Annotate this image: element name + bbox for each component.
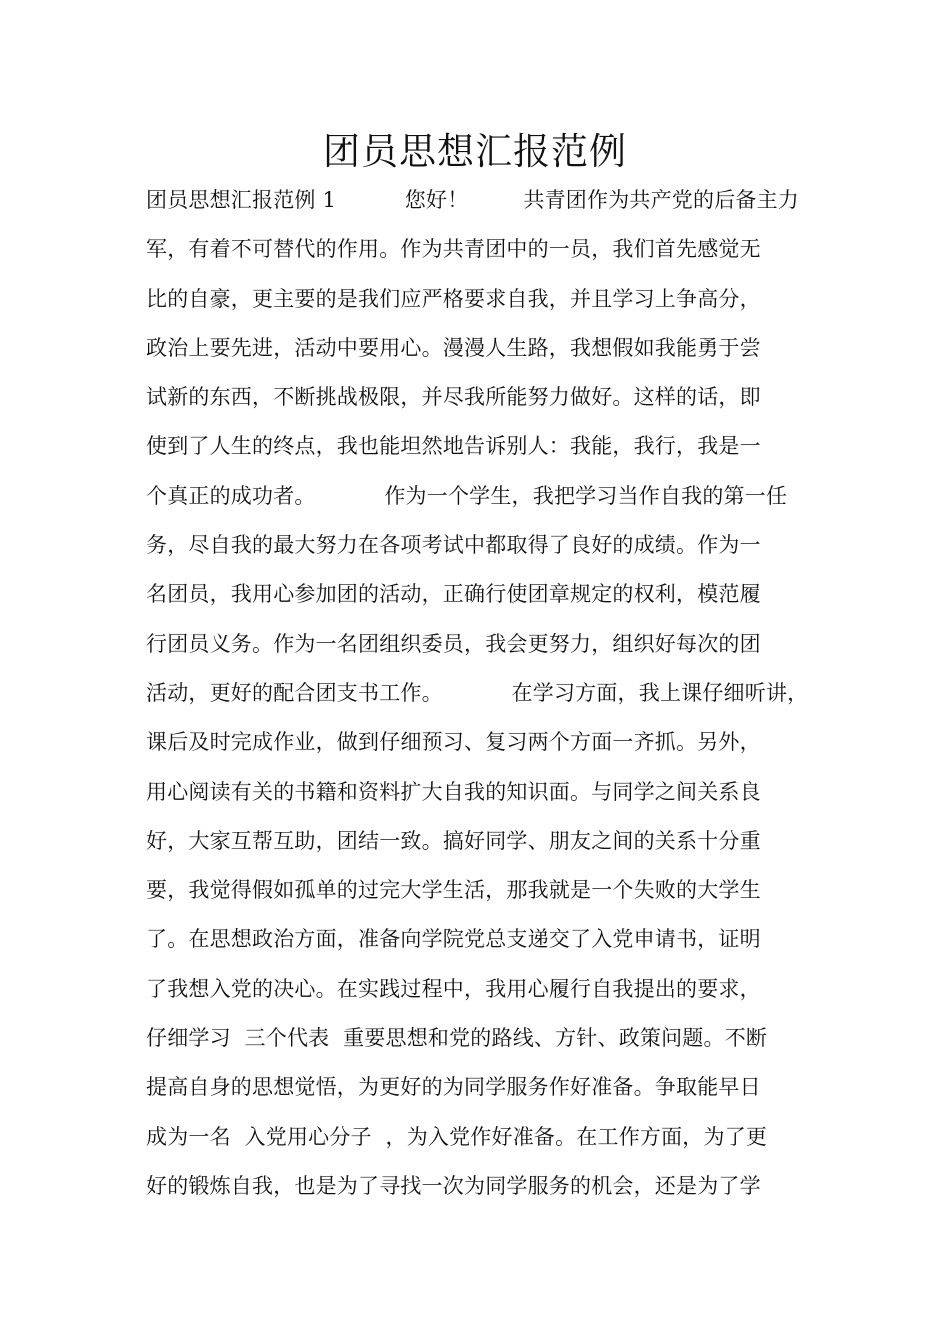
text-line: 用心阅读有关的书籍和资料扩大自我的知识面。与同学之间关系良	[146, 779, 761, 804]
text-line: 行团员义务。作为一名团组织委员，我会更努力，组织好每次的团	[146, 631, 761, 656]
text-line: 课后及时完成作业，做到仔细预习、复习两个方面一齐抓。另外，	[146, 730, 761, 755]
text-line: 仔细学习 三个代表 重要思想和党的路线、方针、政策问题。不断	[146, 1026, 768, 1051]
text-line: 军，有着不可替代的作用。作为共青团中的一员，我们首先感觉无	[146, 237, 761, 262]
text-line: 名团员，我用心参加团的活动，正确行使团章规定的权利，模范履	[146, 582, 761, 607]
text-line: 了我想入党的决心。在实践过程中，我用心履行自我提出的要求，	[146, 976, 761, 1001]
text-line: 务，尽自我的最大努力在各项考试中都取得了良好的成绩。作为一	[146, 533, 761, 558]
text-line: 好的锻炼自我，也是为了寻找一次为同学服务的机会，还是为了学	[146, 1173, 761, 1198]
text-line: 要，我觉得假如孤单的过完大学生活，那我就是一个失败的大学生	[146, 878, 761, 903]
text-line: 成为一名 入党用心分子 ，为入党作好准备。在工作方面，为了更	[146, 1124, 768, 1149]
text-line: 个真正的成功者。 作为一个学生，我把学习当作自我的第一任	[146, 483, 788, 508]
text-line: 试新的东西，不断挑战极限，并尽我所能努力做好。这样的话，即	[146, 385, 761, 410]
text-line: 了。在思想政治方面，准备向学院党总支递交了入党申请书，证明	[146, 927, 761, 952]
text-line: 提高自身的思想觉悟，为更好的为同学服务作好准备。争取能早日	[146, 1075, 761, 1100]
text-line: 比的自豪，更主要的是我们应严格要求自我，并且学习上争高分，	[146, 286, 761, 311]
text-line: 使到了人生的终点，我也能坦然地告诉别人：我能，我行，我是一	[146, 434, 761, 459]
text-line: 好，大家互帮互助，团结一致。搞好同学、朋友之间的关系十分重	[146, 828, 761, 853]
text-line: 团员思想汇报范例 1 您好！ 共青团作为共产党的后备主力	[146, 188, 799, 212]
document-title: 团员思想汇报范例	[323, 130, 627, 173]
text-line: 政治上要先进，活动中要用心。漫漫人生路，我想假如我能勇于尝	[146, 335, 761, 360]
text-line: 活动，更好的配合团支书工作。 在学习方面，我上课仔细听讲，	[146, 680, 809, 705]
document-body	[146, 180, 836, 1215]
